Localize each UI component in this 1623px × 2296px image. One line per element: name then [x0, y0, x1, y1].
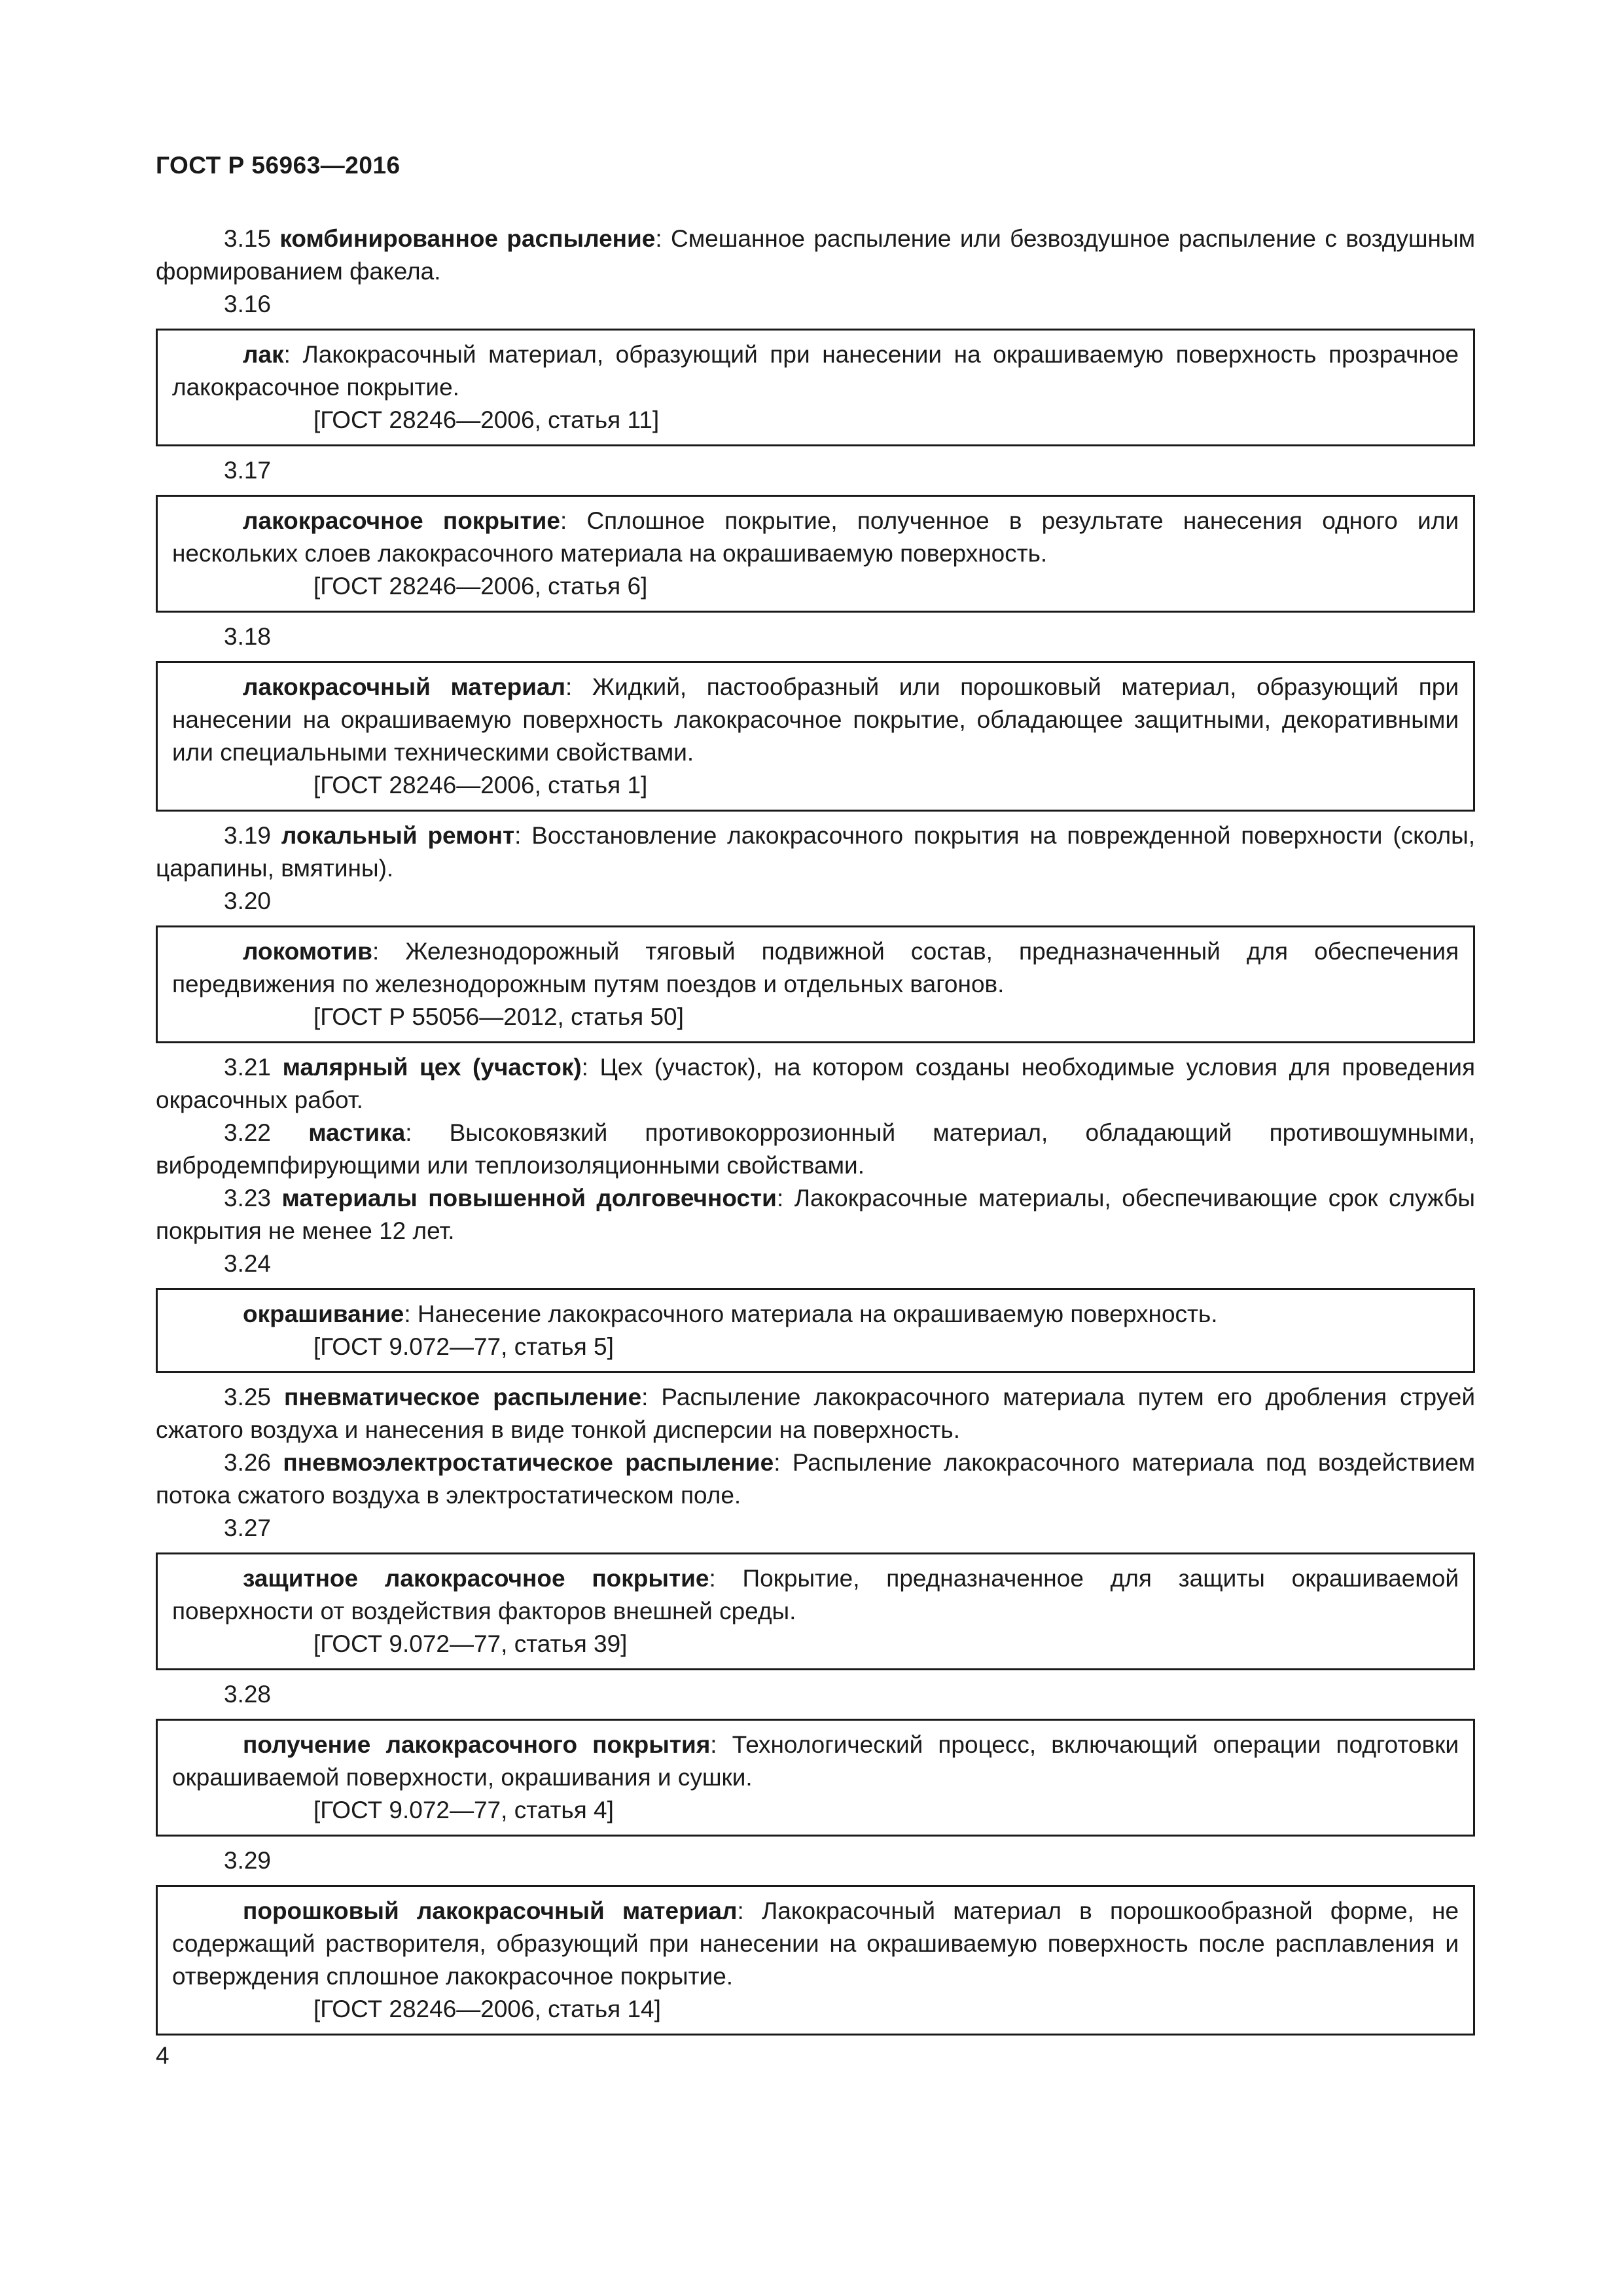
entry-number: 3.24 — [224, 1250, 272, 1277]
definition: : Распыление лакокрасочного материала путем его дробления струей сжатого воздуха и нанесения в виде тонкой дисперсии на поверхность. — [156, 1384, 1475, 1443]
quoted-definition-box — [156, 1885, 1475, 2036]
definition: : Железнодорожный тяговый подвижной состав, предназначенный для обеспечения передвижения по железнодорожным путям поездов и отдельных вагонов. — [172, 938, 1459, 997]
source-reference: [ГОСТ 9.072—77, статья 5] — [313, 1333, 614, 1360]
source-reference: [ГОСТ 9.072—77, статья 39] — [313, 1630, 628, 1657]
term: лакокрасочное покрытие — [243, 507, 560, 534]
source-reference: [ГОСТ 28246—2006, статья 11] — [313, 406, 660, 433]
quoted-definition-box — [156, 329, 1475, 446]
term: окрашивание — [243, 1300, 404, 1327]
definition: : Цех (участок), на котором созданы необходимые условия для проведения окрасочных работ. — [156, 1054, 1475, 1113]
entry-number: 3.23 — [224, 1185, 272, 1211]
definition: : Лакокрасочный материал в порошкообразной форме, не содержащий растворителя, образующий при нанесении на окрашиваемую поверхность после расплавления и отверждения сплошное лакокрасочное покрытие. — [172, 1897, 1459, 1990]
quoted-definition-box — [156, 1288, 1475, 1373]
definition: : Сплошное покрытие, полученное в результате нанесения одного или нескольких слоев лакокрасочного материала на окрашиваемую поверхность. — [172, 507, 1459, 567]
term: лак — [243, 341, 284, 368]
entry-number: 3.28 — [224, 1681, 272, 1708]
term-entry — [156, 1381, 1475, 1446]
entry-number: 3.20 — [224, 888, 272, 914]
term: защитное лакокрасочное покрытие — [243, 1565, 709, 1592]
term-entry — [156, 223, 1475, 288]
source-reference: [ГОСТ 28246—2006, статья 6] — [313, 573, 648, 600]
definition: : Покрытие, предназначенное для защиты окрашиваемой поверхности от воздействия факторов внешней среды. — [172, 1565, 1459, 1624]
entry-number: 3.26 — [224, 1449, 272, 1476]
term-entry — [172, 1562, 1459, 1628]
quoted-definition-box — [156, 661, 1475, 812]
entry-number: 3.16 — [224, 291, 272, 317]
source-reference: [ГОСТ 28246—2006, статья 14] — [313, 1996, 661, 2022]
quoted-definition-box — [156, 1719, 1475, 1837]
term: получение лакокрасочного покрытия — [243, 1731, 711, 1758]
term: лакокрасочный материал — [243, 673, 566, 700]
definition: : Лакокрасочный материал, образующий при нанесении на окрашиваемую поверхность прозрачное лакокрасочное покрытие. — [172, 341, 1459, 401]
term-entry — [172, 1895, 1459, 1993]
term: порошковый лакокрасочный материал — [243, 1897, 738, 1924]
quoted-definition-box — [156, 495, 1475, 613]
definition: : Технологический процесс, включающий операции подготовки окрашиваемой поверхности, окрашивания и сушки. — [172, 1731, 1459, 1791]
term-entry — [172, 671, 1459, 769]
definition: : Высоковязкий противокоррозионный материал, обладающий противошумными, вибродемпфирующими или теплоизоляционными свойствами. — [156, 1119, 1476, 1179]
definition: : Лакокрасочные материалы, обеспечивающие срок службы покрытия не менее 12 лет. — [156, 1185, 1476, 1244]
document-header: ГОСТ Р 56963—2016 — [156, 152, 401, 179]
term: локомотив — [243, 938, 372, 965]
term: пневматическое распыление — [284, 1384, 642, 1410]
definition: : Распыление лакокрасочного материала под воздействием потока сжатого воздуха в электростатическом поле. — [156, 1449, 1476, 1509]
term-entry — [172, 1298, 1459, 1331]
source-reference: [ГОСТ 28246—2006, статья 1] — [313, 772, 648, 798]
term-entry — [172, 1729, 1459, 1794]
quoted-definition-box — [156, 1552, 1475, 1670]
term-entry — [172, 338, 1459, 404]
term-entry — [172, 505, 1459, 570]
terms-section — [156, 223, 1475, 2043]
definition: : Жидкий, пастообразный или порошковый материал, образующий при нанесении на окрашиваемую поверхность лакокрасочное покрытие, обладающее защитными, декоративными или специальными техническими свойствами. — [172, 673, 1459, 766]
term: локальный ремонт — [281, 822, 515, 849]
term-entry — [156, 819, 1475, 885]
entry-number: 3.22 — [224, 1119, 272, 1146]
term-entry — [172, 935, 1459, 1001]
term: мастика — [308, 1119, 406, 1146]
term-entry — [156, 1446, 1475, 1512]
entry-number: 3.25 — [224, 1384, 272, 1410]
term-entry — [156, 1117, 1475, 1182]
quoted-definition-box — [156, 925, 1475, 1043]
page-number: 4 — [156, 2042, 169, 2069]
source-reference: [ГОСТ 9.072—77, статья 4] — [313, 1797, 614, 1823]
source-reference: [ГОСТ Р 55056—2012, статья 50] — [313, 1003, 684, 1030]
term-entry — [156, 1182, 1475, 1247]
entry-number: 3.19 — [224, 822, 272, 849]
term-entry — [156, 1051, 1475, 1117]
term: комбинированное распыление — [279, 225, 656, 252]
entry-number: 3.29 — [224, 1847, 272, 1874]
entry-number: 3.27 — [224, 1515, 272, 1541]
entry-number: 3.17 — [224, 457, 272, 484]
definition: : Восстановление лакокрасочного покрытия на поврежденной поверхности (сколы, царапины, вмятины). — [156, 822, 1476, 882]
term: пневмоэлектростатическое распыление — [283, 1449, 774, 1476]
term: материалы повышенной долговечности — [281, 1185, 777, 1211]
entry-number: 3.15 — [224, 225, 272, 252]
entry-number: 3.21 — [224, 1054, 272, 1081]
term: малярный цех (участок) — [282, 1054, 582, 1081]
definition: : Нанесение лакокрасочного материала на окрашиваемую поверхность. — [404, 1300, 1218, 1327]
definition: : Смешанное распыление или безвоздушное распыление с воздушным формированием факела. — [156, 225, 1476, 285]
entry-number: 3.18 — [224, 623, 272, 650]
